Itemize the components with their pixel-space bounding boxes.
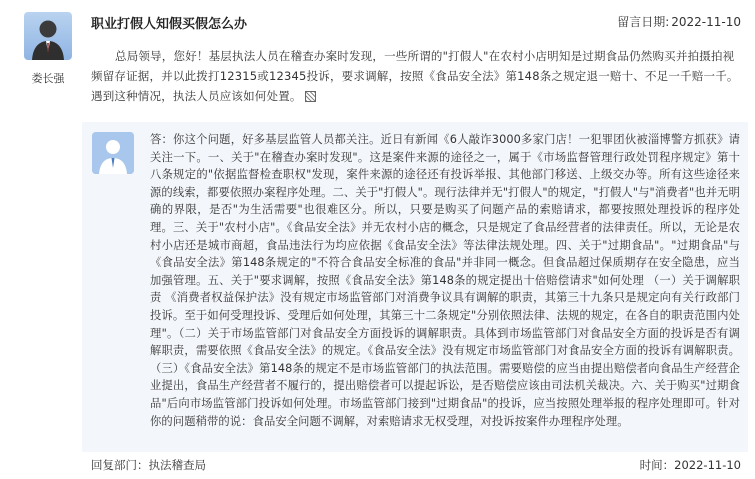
question-body-text: 总局领导，您好！基层执法人员在稽查办案时发现，一些所谓的"打假人"在农村小店明知是过期食品仍然购买并拍摄拍视频留存证据，并以此拨打12315或12345投诉，要求调解，按照《食品安全法》第148条之规定退一赔十、不足一千赔一千。遇到这种情况，执法人员应该如何处置。 xyxy=(91,49,739,103)
reply-department-label: 回复部门： xyxy=(91,458,149,472)
question-date xyxy=(615,13,741,30)
question-date-value: 2022-11-10 xyxy=(671,15,741,29)
asker-name: 娄长强 xyxy=(31,72,65,85)
reply-department xyxy=(91,457,206,473)
asker-avatar-icon xyxy=(24,12,72,60)
qr-code-icon[interactable] xyxy=(305,91,316,102)
question-date-label: 留言日期: xyxy=(617,15,670,29)
question-title: 职业打假人知假买假怎么办 xyxy=(91,17,248,32)
reply-department-value: 执法稽查局 xyxy=(148,458,206,472)
official-avatar-icon xyxy=(92,132,134,174)
reply-time-label: 时间： xyxy=(639,458,675,472)
reply-time xyxy=(640,457,741,473)
reply-time-value: 2022-11-10 xyxy=(674,458,741,472)
reply-text: 答：你这个问题，好多基层监管人员都关注。近日有新闻《6人敲诈3000多家门店！一犯罪团伙被淄博警方抓获》请关注一下。一、关于"在稽查办案时发现"。这是案件来源的途径之一，属于《市场监督管理行政处罚程序规定》第十八条规定的"依据监督检查职权"发现，案件来源的途径还有投诉举报、其他部门移送、上级交办等。所有这些途径来源的线索，都要依照办案程序处理。二、关于"打假人"。现行法律并无"打假人"的规定，"打假人"与"消费者"也并无明确的界限，是否"为生活需要"也很难区分。所以，只要是购买了问题产品的索赔请求，都要按照处理投诉的程序处理。三、关于"农村小店"。《食品安全法》并无农村小店的概念，只是规定了食品经营者的法律责任。所以，无论是农村小店还是城市商超，食品违法行为均应依据《食品安全法》等法律法规处理。四、关于"过期食品"。"过期食品"与《食品安全法》第148条规定的"不符合食品安全标准的食品"并非同一概念。但食品超过保质期存在安全隐患，应当加强管理。五、关于"要求调解，按照《食品安全法》第148条的规定提出十倍赔偿请求"如何处理 （一）关于调解职责 《消费者权益保护法》没有规定市场监管部门对消费争议具有调解的职责，其第三十九条只是规定向有关行政部门投诉。至于如何受理投诉、受理后如何处理，其第三十二条规定"分别依照法律、法规的规定，在各自的职责范围内处理"。（二）关于市场监管部门对食品安全方面投诉的调解职责。具体到市场监管部门对食品安全方面的投诉是否有调解职责，需要依照《食品安全法》的规定。《食品安全法》没有规定市场监管部门对食品安全方面的投诉有调解职责。（三）《食品安全法》第148条的规定不是市场监管部门的执法范围。需要赔偿的应当由提出赔偿者向食品生产经营企业提出，食品生产经营者不履行的，提出赔偿者可以提起诉讼，是否赔偿应该由司法机关裁决。六、关于购买"过期食品"后向市场监管部门投诉如何处理。市场监管部门接到"过期食品"的投诉，应当按照处理举报的程序处理即可。针对你的问题稍带的说：食品安全问题不调解，对索赔请求无权受理，对投诉按案件办理程序处理。 xyxy=(150,133,740,428)
question-body xyxy=(91,46,740,106)
